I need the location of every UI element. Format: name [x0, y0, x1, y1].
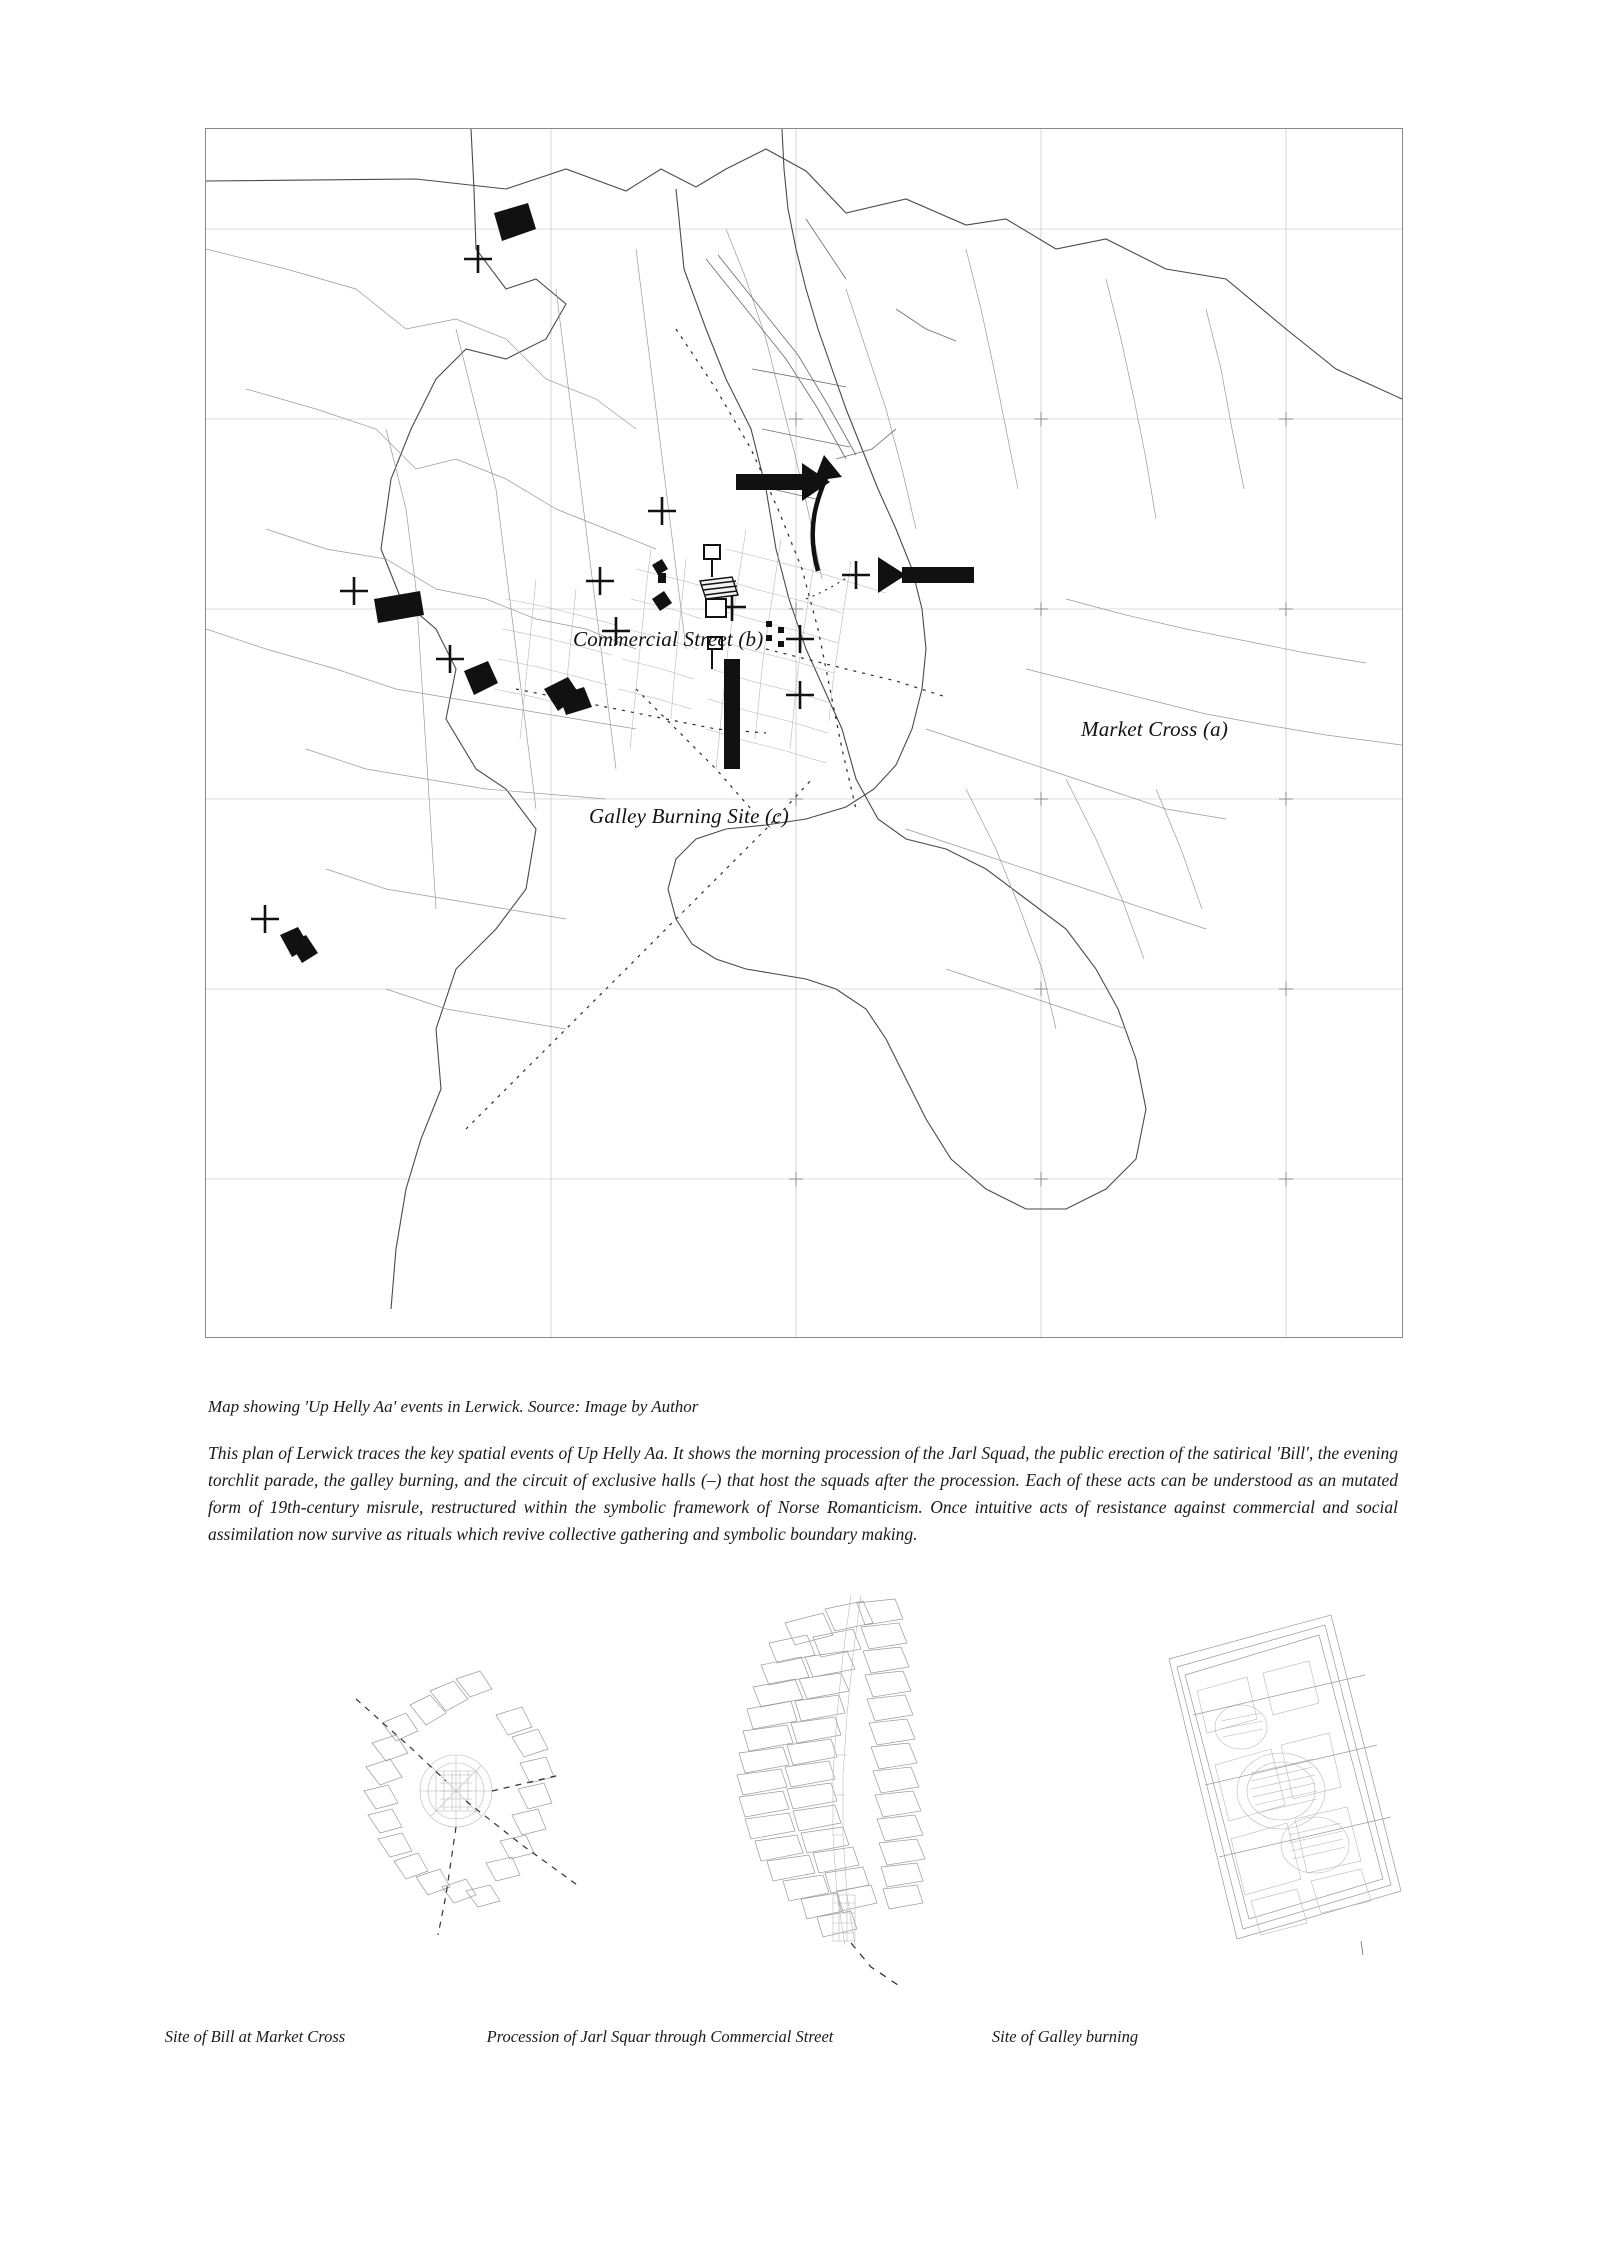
map-label-commercial-street: Commercial Street (b): [573, 627, 764, 651]
thumb-2-route: [851, 1943, 901, 1987]
thumbnail-2-caption: Procession of Jarl Squar through Commercial Street: [486, 2027, 834, 2046]
thumbnail-site-of-bill-at-market-cross: [260, 1595, 660, 1995]
main-map-figure: [205, 128, 1403, 1338]
thumbnail-1-caption: Site of Bill at Market Cross: [164, 2027, 346, 2046]
thumbnail-procession-of-jarl-squad: [665, 1595, 1065, 1995]
galley-burning-bar: [724, 659, 740, 769]
harbour-piers: [706, 219, 956, 499]
burning-circles: [1215, 1705, 1349, 1873]
body-paragraph: This plan of Lerwick traces the key spatial events of Up Helly Aa. It shows the morning procession of the Jarl Squad, the public erection of the satirical 'Bill', the evening torchlit parade, the galley burning, and the circuit of exclusive halls (–) that host the squads after the procession. Each of these acts can be understood as an mutated form of 19th-century misrule, restructured within the symbolic framework of Norse Romanticism. Once intuitive acts of resistance against commercial and social assimilation now survive as rituals which revive collective gathering and symbolic boundary making.: [208, 1443, 1398, 1545]
market-cross-marker: [842, 561, 870, 589]
thumbnail-row: [205, 1595, 1405, 2075]
thumb-2-artwork: [665, 1595, 1065, 1995]
map-label-market-cross: Market Cross (a): [1081, 717, 1229, 741]
thumbnail-3-caption: Site of Galley burning: [991, 2027, 1139, 2046]
thumb-1-route: [356, 1699, 580, 1935]
commercial-street-arrow: [736, 463, 830, 501]
thumb-3-artwork: [1065, 1595, 1465, 1995]
figure-caption: Map showing 'Up Helly Aa' events in Lerwick. Source: Image by Author: [208, 1397, 699, 1416]
market-cross-arrow: [878, 557, 974, 593]
galley-icon: [700, 577, 738, 599]
thumb-1-artwork: [260, 1595, 660, 1995]
thumbnail-site-of-galley-burning: [1065, 1595, 1465, 1995]
map-label-galley-burning-site: Galley Burning Site (c): [589, 804, 789, 828]
